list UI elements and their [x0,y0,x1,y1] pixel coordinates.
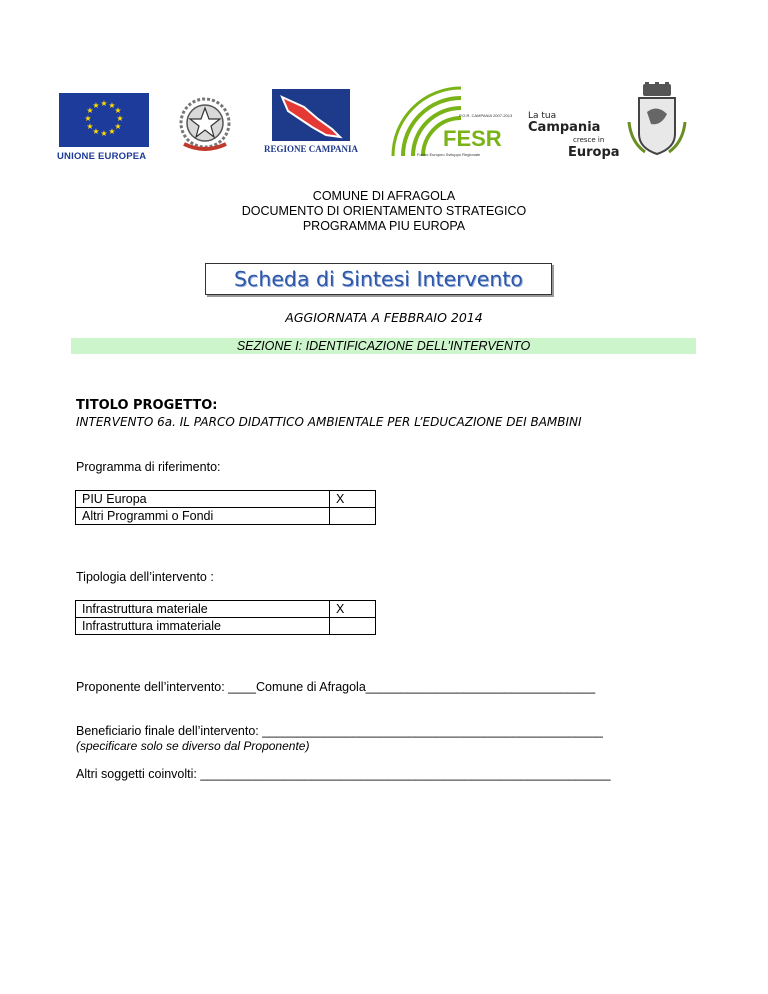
la-tua-campania-logo [528,107,620,159]
fesr-top-caption: P.O.R. CAMPANIA 2007-2013 [459,113,513,118]
fesr-logo [383,90,513,158]
italian-republic-emblem-icon [172,92,238,158]
table-row [76,491,376,508]
eu-stars-icon [59,93,149,147]
option-checkbox[interactable]: X [330,491,376,508]
eu-caption: UNIONE EUROPEA [57,151,147,162]
svg-text:★: ★ [92,127,100,136]
svg-text:★: ★ [86,122,94,131]
header-municipality: COMUNE DI AFRAGOLA [312,189,456,203]
programma-table [75,490,376,525]
project-title-label: TITOLO PROGETTO: [76,398,218,413]
tipologia-table [75,600,376,635]
page-title: Scheda di Sintesi Intervento [205,263,552,295]
programma-label: Programma di riferimento: [76,460,221,474]
svg-text:★: ★ [114,122,122,131]
option-name: PIU Europa [76,491,330,508]
section-heading: SEZIONE I: IDENTIFICAZIONE DELL’INTERVENTO [71,338,696,354]
tipologia-label: Tipologia dell’intervento : [76,570,214,584]
fesr-word: FESR [443,126,502,151]
option-checkbox[interactable]: X [330,601,376,618]
svg-text:★: ★ [92,101,100,110]
table-row [76,601,376,618]
svg-text:★: ★ [100,129,108,138]
svg-text:★: ★ [108,127,116,136]
svg-text:★: ★ [100,99,108,108]
option-checkbox[interactable] [330,508,376,525]
altri-soggetti-field[interactable]: Altri soggetti coinvolti: ___________________________________________________________ [76,767,611,781]
svg-text:★: ★ [84,114,92,123]
option-name: Altri Programmi o Fondi [76,508,330,525]
table-row [76,508,376,525]
fesr-caption: Fondo Europeo Sviluppo Regionale [417,152,481,157]
table-row [76,618,376,635]
regione-campania-logo [260,89,362,159]
comune-afragola-crest-icon [625,82,689,160]
header-program: PROGRAMMA PIU EUROPA [302,219,466,233]
latua-line1: La tua [528,111,557,121]
latua-line4: Europa [568,145,620,160]
option-name: Infrastruttura immateriale [76,618,330,635]
svg-text:★: ★ [108,101,116,110]
beneficiario-field[interactable]: Beneficiario finale dell’intervento: _________________________________________________ [76,724,603,738]
campania-caption: REGIONE CAMPANIA [263,144,359,154]
latua-line3: cresce in [573,136,605,144]
header-document: DOCUMENTO DI ORIENTAMENTO STRATEGICO [241,204,527,218]
project-title-value: INTERVENTO 6a. IL PARCO DIDATTICO AMBIENTALE PER L’EDUCAZIONE DEI BAMBINI [76,415,582,429]
eu-flag-logo [59,93,149,147]
proponente-field[interactable]: Proponente dell’intervento: ____Comune di Afragola_________________________________ [76,680,596,694]
svg-text:★: ★ [116,114,124,123]
svg-text:★: ★ [86,106,94,115]
option-name: Infrastruttura materiale [76,601,330,618]
updated-date: AGGIORNATA A FEBBRAIO 2014 [285,310,483,325]
svg-text:★: ★ [114,106,122,115]
latua-line2: Campania [528,120,601,135]
option-checkbox[interactable] [330,618,376,635]
beneficiario-note: (specificare solo se diverso dal Proponente) [76,739,310,753]
